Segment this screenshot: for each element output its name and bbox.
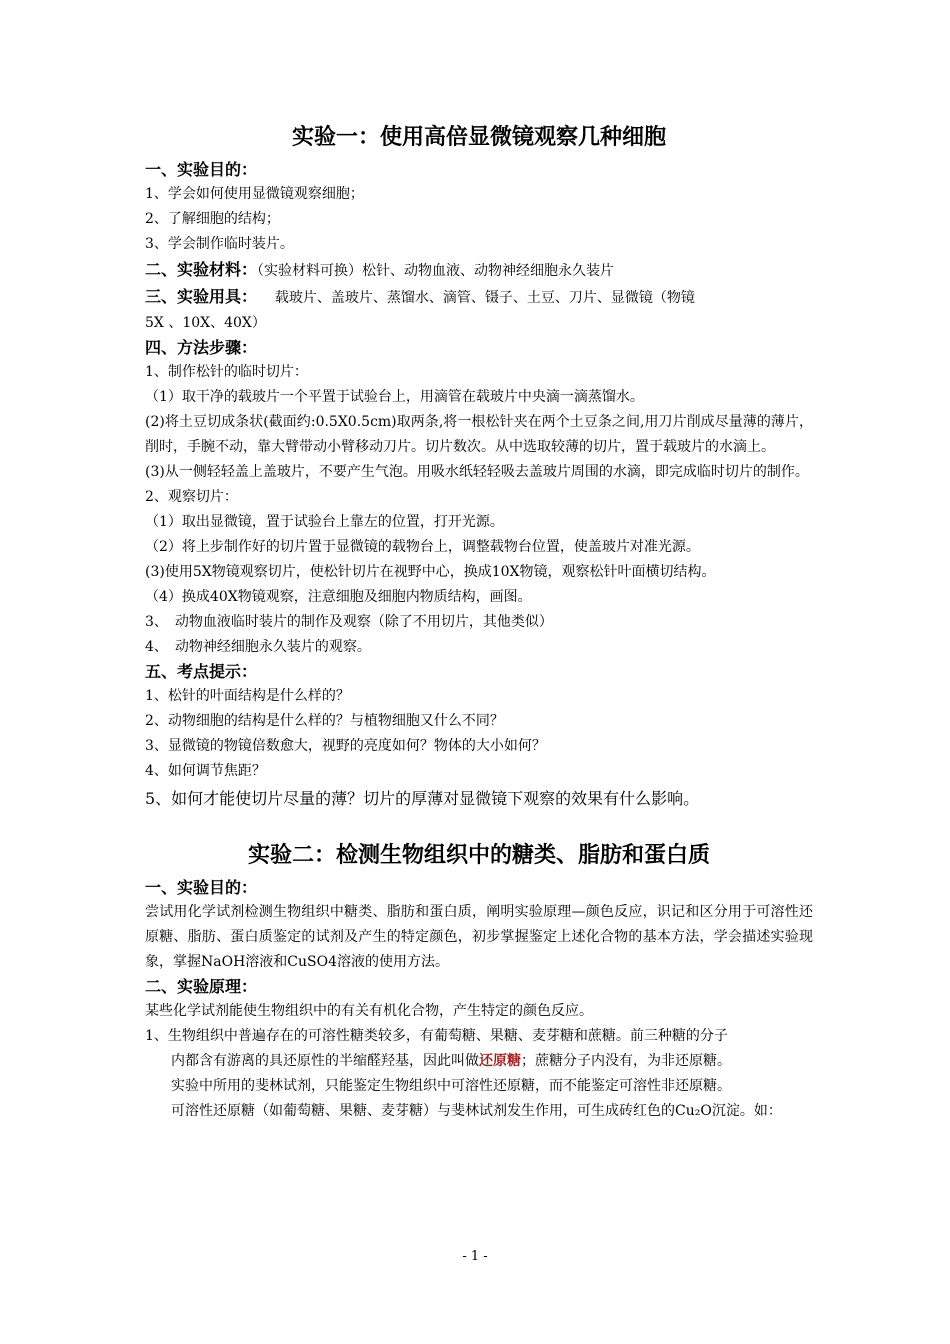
exp2-principle-1-reaction: 可溶性还原糖（如葡萄糖、果糖、麦芽糖）与斐林试剂发生作用，可生成砖红色的Cu₂O沉淀。如： <box>171 1103 782 1119</box>
exp1-tip-item: 2、动物细胞的结构是什么样的？与植物细胞又什么不同？ <box>145 713 504 729</box>
exp2-p1-text-a: 内都含有游离的具还原性的半缩醛羟基，因此叫做 <box>171 1053 479 1069</box>
exp1-tip-item: 3、显微镜的物镜倍数愈大，视野的亮度如何？物体的大小如何？ <box>145 738 546 754</box>
exp1-step-4: 4、 动物神经细胞永久装片的观察。 <box>145 639 371 655</box>
exp1-step-2-2: （2）将上步制作好的切片置于显微镜的载物台上，调整载物台位置，使盖玻片对准光源。 <box>145 539 700 555</box>
exp1-tips-heading: 五、考点提示： <box>145 662 258 681</box>
exp2-purpose-heading: 一、实验目的： <box>145 878 258 897</box>
exp2-principle-heading: 二、实验原理： <box>145 977 258 996</box>
exp1-materials-text: （实验材料可换）松针、动物血液、动物神经细胞永久装片 <box>257 263 615 279</box>
exp1-purpose-item: 1、学会如何使用显微镜观察细胞； <box>145 186 364 202</box>
experiment-1-title: 实验一：使用高倍显微镜观察几种细胞 <box>291 125 666 150</box>
exp2-purpose-text: 尝试用化学试剂检测生物组织中糖类、脂肪和蛋白质，阐明实验原理—颜色反应，识记和区分用于可溶性还原糖、脂肪、蛋白质鉴定的试剂及产生的特定颜色，初步掌握鉴定上述化合物的基本方法，学会描述实验现象，掌握NaOH溶液和CuSO4溶液的使用方法。 <box>145 904 813 970</box>
exp2-p1-text-b: ；蔗糖分子内没有，为非还原糖。 <box>521 1053 731 1069</box>
exp1-tip-item: 4、如何调节焦距？ <box>145 763 266 779</box>
exp1-materials-line <box>145 257 813 284</box>
exp1-step-1: 1、制作松针的临时切片： <box>145 364 308 380</box>
exp2-principle-1-fehling: 实验中所用的斐林试剂，只能鉴定生物组织中可溶性还原糖，而不能鉴定可溶性非还原糖。 <box>171 1078 731 1094</box>
exp1-tools-line <box>145 284 813 311</box>
exp1-tip-item: 5、如何才能使切片尽量的薄？切片的厚薄对显微镜下观察的效果有什么影响。 <box>145 789 700 808</box>
exp1-purpose-heading: 一、实验目的： <box>145 160 258 179</box>
exp1-tools-text: 载玻片、盖玻片、蒸馏水、滴管、镊子、土豆、刀片、显微镜（物镜 <box>274 290 695 306</box>
exp1-tools-heading: 三、实验用具： <box>145 287 258 306</box>
exp1-step-1-3: (3)从一侧轻轻盖上盖玻片，不要产生气泡。用吸水纸轻轻吸去盖玻片周围的水滴，即完成临时切片的制作。 <box>145 464 809 480</box>
exp1-step-2-3: (3)使用5X物镜观察切片，使松针切片在视野中心，换成10X物镜，观察松针叶面横切结构。 <box>145 564 716 580</box>
exp2-principle-text: 某些化学试剂能使生物组织中的有关有机化合物，产生特定的颜色反应。 <box>145 1003 593 1019</box>
page-number: - 1 - <box>462 1249 488 1264</box>
experiment-2-title: 实验二：检测生物组织中的糖类、脂肪和蛋白质 <box>247 843 710 868</box>
exp1-step-2-1: （1）取出显微镜，置于试验台上靠左的位置，打开光源。 <box>145 514 504 530</box>
exp1-purpose-item: 2、了解细胞的结构； <box>145 211 280 227</box>
reducing-sugar-highlight: 还原糖 <box>479 1053 521 1069</box>
exp1-tools-cont: 5X 、10X、40X） <box>145 315 266 331</box>
exp2-principle-1-cont <box>145 1049 813 1074</box>
exp1-step-1-2: (2)将土豆切成条状(截面约:0.5X0.5cm)取两条,将一根松针夹在两个土豆条之间,用刀片削成尽量薄的薄片，削时，手腕不动，靠大臂带动小臂移动刀片。切片数次。从中选取较薄的切片，置于载玻片的水滴上。 <box>145 414 813 455</box>
exp1-materials-heading: 二、实验材料： <box>145 260 258 279</box>
exp1-purpose-item: 3、学会制作临时装片。 <box>145 236 294 252</box>
exp1-steps-heading: 四、方法步骤： <box>145 338 258 357</box>
exp1-step-3: 3、 动物血液临时装片的制作及观察（除了不用切片，其他类似） <box>145 614 553 630</box>
exp1-step-2: 2、观察切片： <box>145 489 238 505</box>
exp2-principle-1: 1、生物组织中普遍存在的可溶性糖类较多，有葡萄糖、果糖、麦芽糖和蔗糖。前三种糖的分子 <box>145 1028 728 1044</box>
exp1-tip-item: 1、松针的叶面结构是什么样的？ <box>145 688 350 704</box>
exp1-step-1-1: （1）取干净的载玻片一个平置于试验台上，用滴管在载玻片中央滴一滴蒸馏水。 <box>145 389 644 405</box>
page-content <box>145 118 813 1124</box>
exp1-step-2-4: （4）换成40X物镜观察，注意细胞及细胞内物质结构，画图。 <box>145 589 532 605</box>
